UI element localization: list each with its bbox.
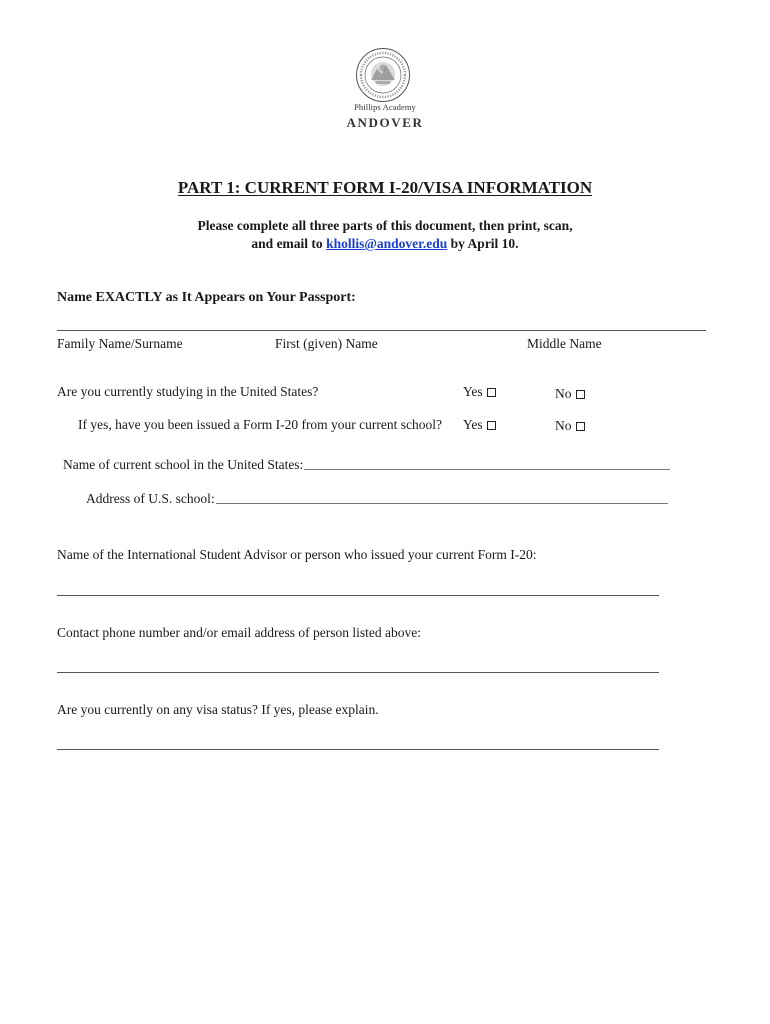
issued-i20-no-label: No [555, 418, 572, 433]
issued-i20-no [555, 418, 585, 434]
advisor-question: Name of the International Student Advisor or person who issued your current Form I-20: [57, 547, 537, 562]
school-address-label: Address of U.S. school: [86, 491, 215, 506]
studying-us-no-label: No [555, 386, 572, 401]
issued-i20-yes [463, 417, 496, 433]
instructions-prefix: and email to [251, 236, 323, 251]
issued-i20-yes-checkbox[interactable] [487, 421, 496, 430]
school-address-field [86, 491, 668, 507]
contact-answer-line[interactable] [57, 672, 659, 673]
advisor-answer-line[interactable] [57, 595, 659, 596]
family-name-label: Family Name/Surname [57, 336, 183, 351]
institution-wordmark: ANDOVER [346, 115, 424, 130]
studying-us-yes-label: Yes [463, 384, 483, 399]
passport-name-heading: Name EXACTLY as It Appears on Your Passport: [57, 290, 356, 305]
studying-us-yes-checkbox[interactable] [487, 388, 496, 397]
school-name-input-line[interactable] [304, 468, 670, 470]
school-address-input-line[interactable] [216, 502, 668, 504]
page-title: PART 1: CURRENT FORM I-20/VISA INFORMATION [177, 178, 593, 197]
studying-us-no-checkbox[interactable] [576, 390, 585, 399]
school-name-label: Name of current school in the United States: [63, 457, 304, 472]
middle-name-label: Middle Name [527, 336, 602, 351]
studying-us-no [555, 386, 585, 402]
institution-name: Phillips Academy [354, 102, 416, 112]
visa-status-answer-line[interactable] [57, 749, 659, 750]
first-name-label: First (given) Name [275, 336, 378, 351]
issued-i20-no-checkbox[interactable] [576, 422, 585, 431]
phillips-academy-seal [355, 47, 411, 103]
studying-us-question: Are you currently studying in the United States? [57, 384, 319, 399]
instructions-suffix: by April 10. [450, 236, 519, 251]
school-name-field [63, 457, 670, 473]
studying-us-yes [463, 384, 496, 400]
passport-name-line[interactable] [57, 330, 706, 331]
issued-i20-yes-label: Yes [463, 417, 483, 432]
issued-i20-question: If yes, have you been issued a Form I-20 from your current school? [78, 417, 443, 432]
contact-question: Contact phone number and/or email address of person listed above: [57, 625, 422, 640]
instructions-line-1: Please complete all three parts of this document, then print, scan, [197, 218, 573, 233]
contact-email-link[interactable]: khollis@andover.edu [326, 236, 448, 251]
instructions-line-2 [0, 236, 770, 252]
visa-status-question: Are you currently on any visa status? If yes, please explain. [57, 702, 379, 717]
